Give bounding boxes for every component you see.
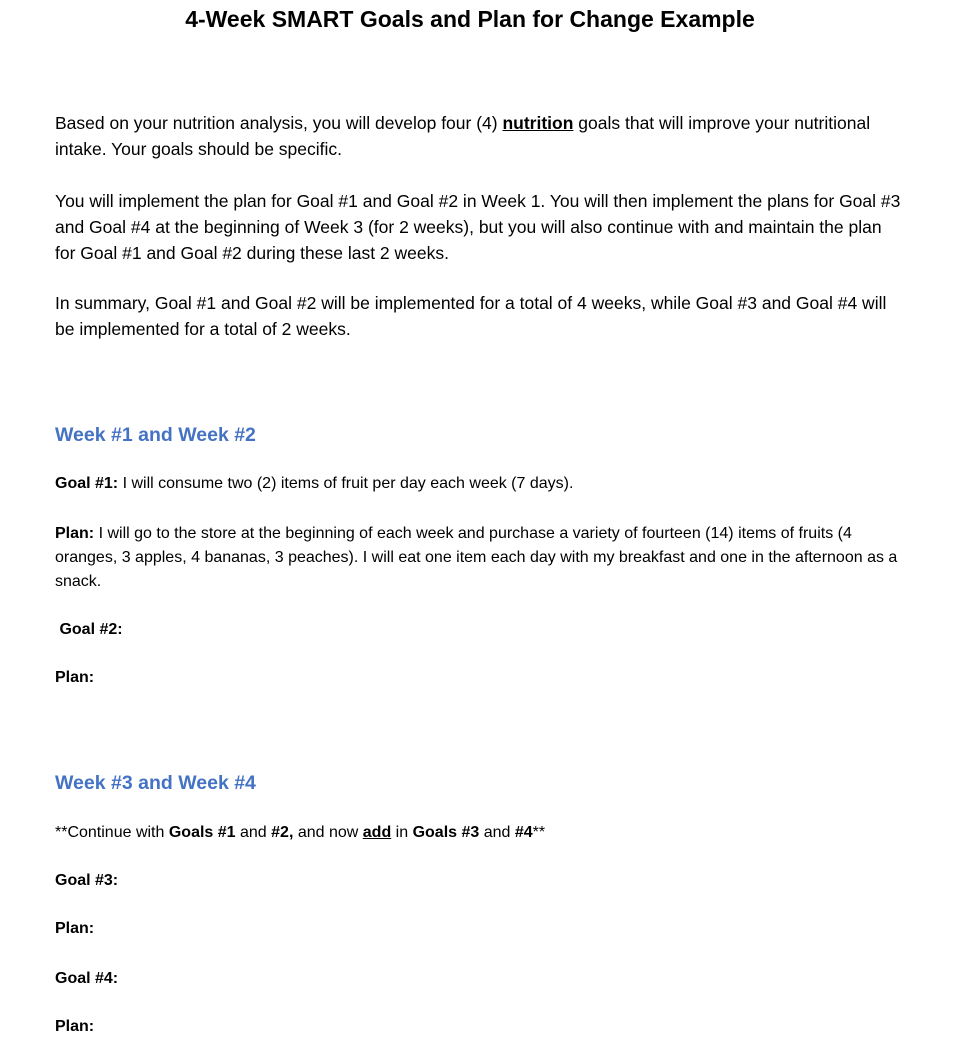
- goal-1-label: Goal #1:: [55, 475, 119, 492]
- note-part-i: and: [479, 824, 515, 841]
- week-1-2-heading: Week #1 and Week #2: [55, 424, 256, 446]
- plan-1-text: I will go to the store at the beginning of each week and purchase a variety of fourteen (14) items of fruits (4 oranges, 3 apples, 4 bananas, 3 peaches). I will eat one item each day with my breakfast and one in the afternoon as a snack.: [55, 525, 898, 590]
- intro-paragraph-1: [55, 110, 905, 162]
- goal-4-line: [55, 967, 905, 991]
- note-part-c: and: [235, 824, 272, 841]
- goal-1-line: [55, 472, 905, 496]
- intro-p1-text-b: goals that will improve your nutritional intake. Your goals should be specific.: [55, 113, 871, 159]
- goal-3-label: Goal #3:: [55, 872, 119, 889]
- plan-2-line: [55, 666, 905, 690]
- plan-4-line: [55, 1015, 905, 1039]
- goal-3-line: [55, 869, 905, 893]
- note-part-h: Goals #3: [412, 824, 480, 841]
- intro-paragraph-3: In summary, Goal #1 and Goal #2 will be implemented for a total of 4 weeks, while Goal #3 and Goal #4 will be implemented for a total of 2 weeks.: [55, 293, 887, 339]
- plan-1-label: Plan:: [55, 525, 95, 542]
- plan-2-label: Plan:: [55, 669, 95, 686]
- goal-4-label: Goal #4:: [55, 970, 119, 987]
- plan-3-line: [55, 917, 905, 941]
- plan-1-paragraph: [55, 522, 905, 594]
- document-title: 4-Week SMART Goals and Plan for Change Example: [185, 6, 755, 32]
- intro-p1-emphasis: nutrition: [502, 113, 574, 133]
- intro-paragraph-2: You will implement the plan for Goal #1 and Goal #2 in Week 1. You will then implement the plans for Goal #3 and Goal #4 at the beginning of Week 3 (for 2 weeks), but you will also continue with and maintain the plan for Goal #1 and Goal #2 during these last 2 weeks.: [55, 191, 901, 263]
- intro-p1-text-a: Based on your nutrition analysis, you will develop four (4): [55, 113, 503, 133]
- week-3-4-heading: Week #3 and Week #4: [55, 772, 256, 794]
- note-part-e: and now: [293, 824, 363, 841]
- plan-3-label: Plan:: [55, 920, 95, 937]
- goal-2-label: Goal #2:: [55, 621, 123, 638]
- goal-1-text: I will consume two (2) items of fruit per day each week (7 days).: [118, 475, 574, 492]
- note-part-d: #2,: [271, 824, 294, 841]
- note-part-k: **: [532, 824, 546, 841]
- goal-2-line: [55, 618, 905, 642]
- note-part-g: in: [391, 824, 413, 841]
- note-part-j: #4: [514, 824, 533, 841]
- plan-4-label: Plan:: [55, 1018, 95, 1035]
- note-part-a: **Continue with: [55, 824, 169, 841]
- continue-note: [55, 821, 905, 845]
- note-part-b: Goals #1: [168, 824, 236, 841]
- note-part-f: add: [362, 824, 392, 841]
